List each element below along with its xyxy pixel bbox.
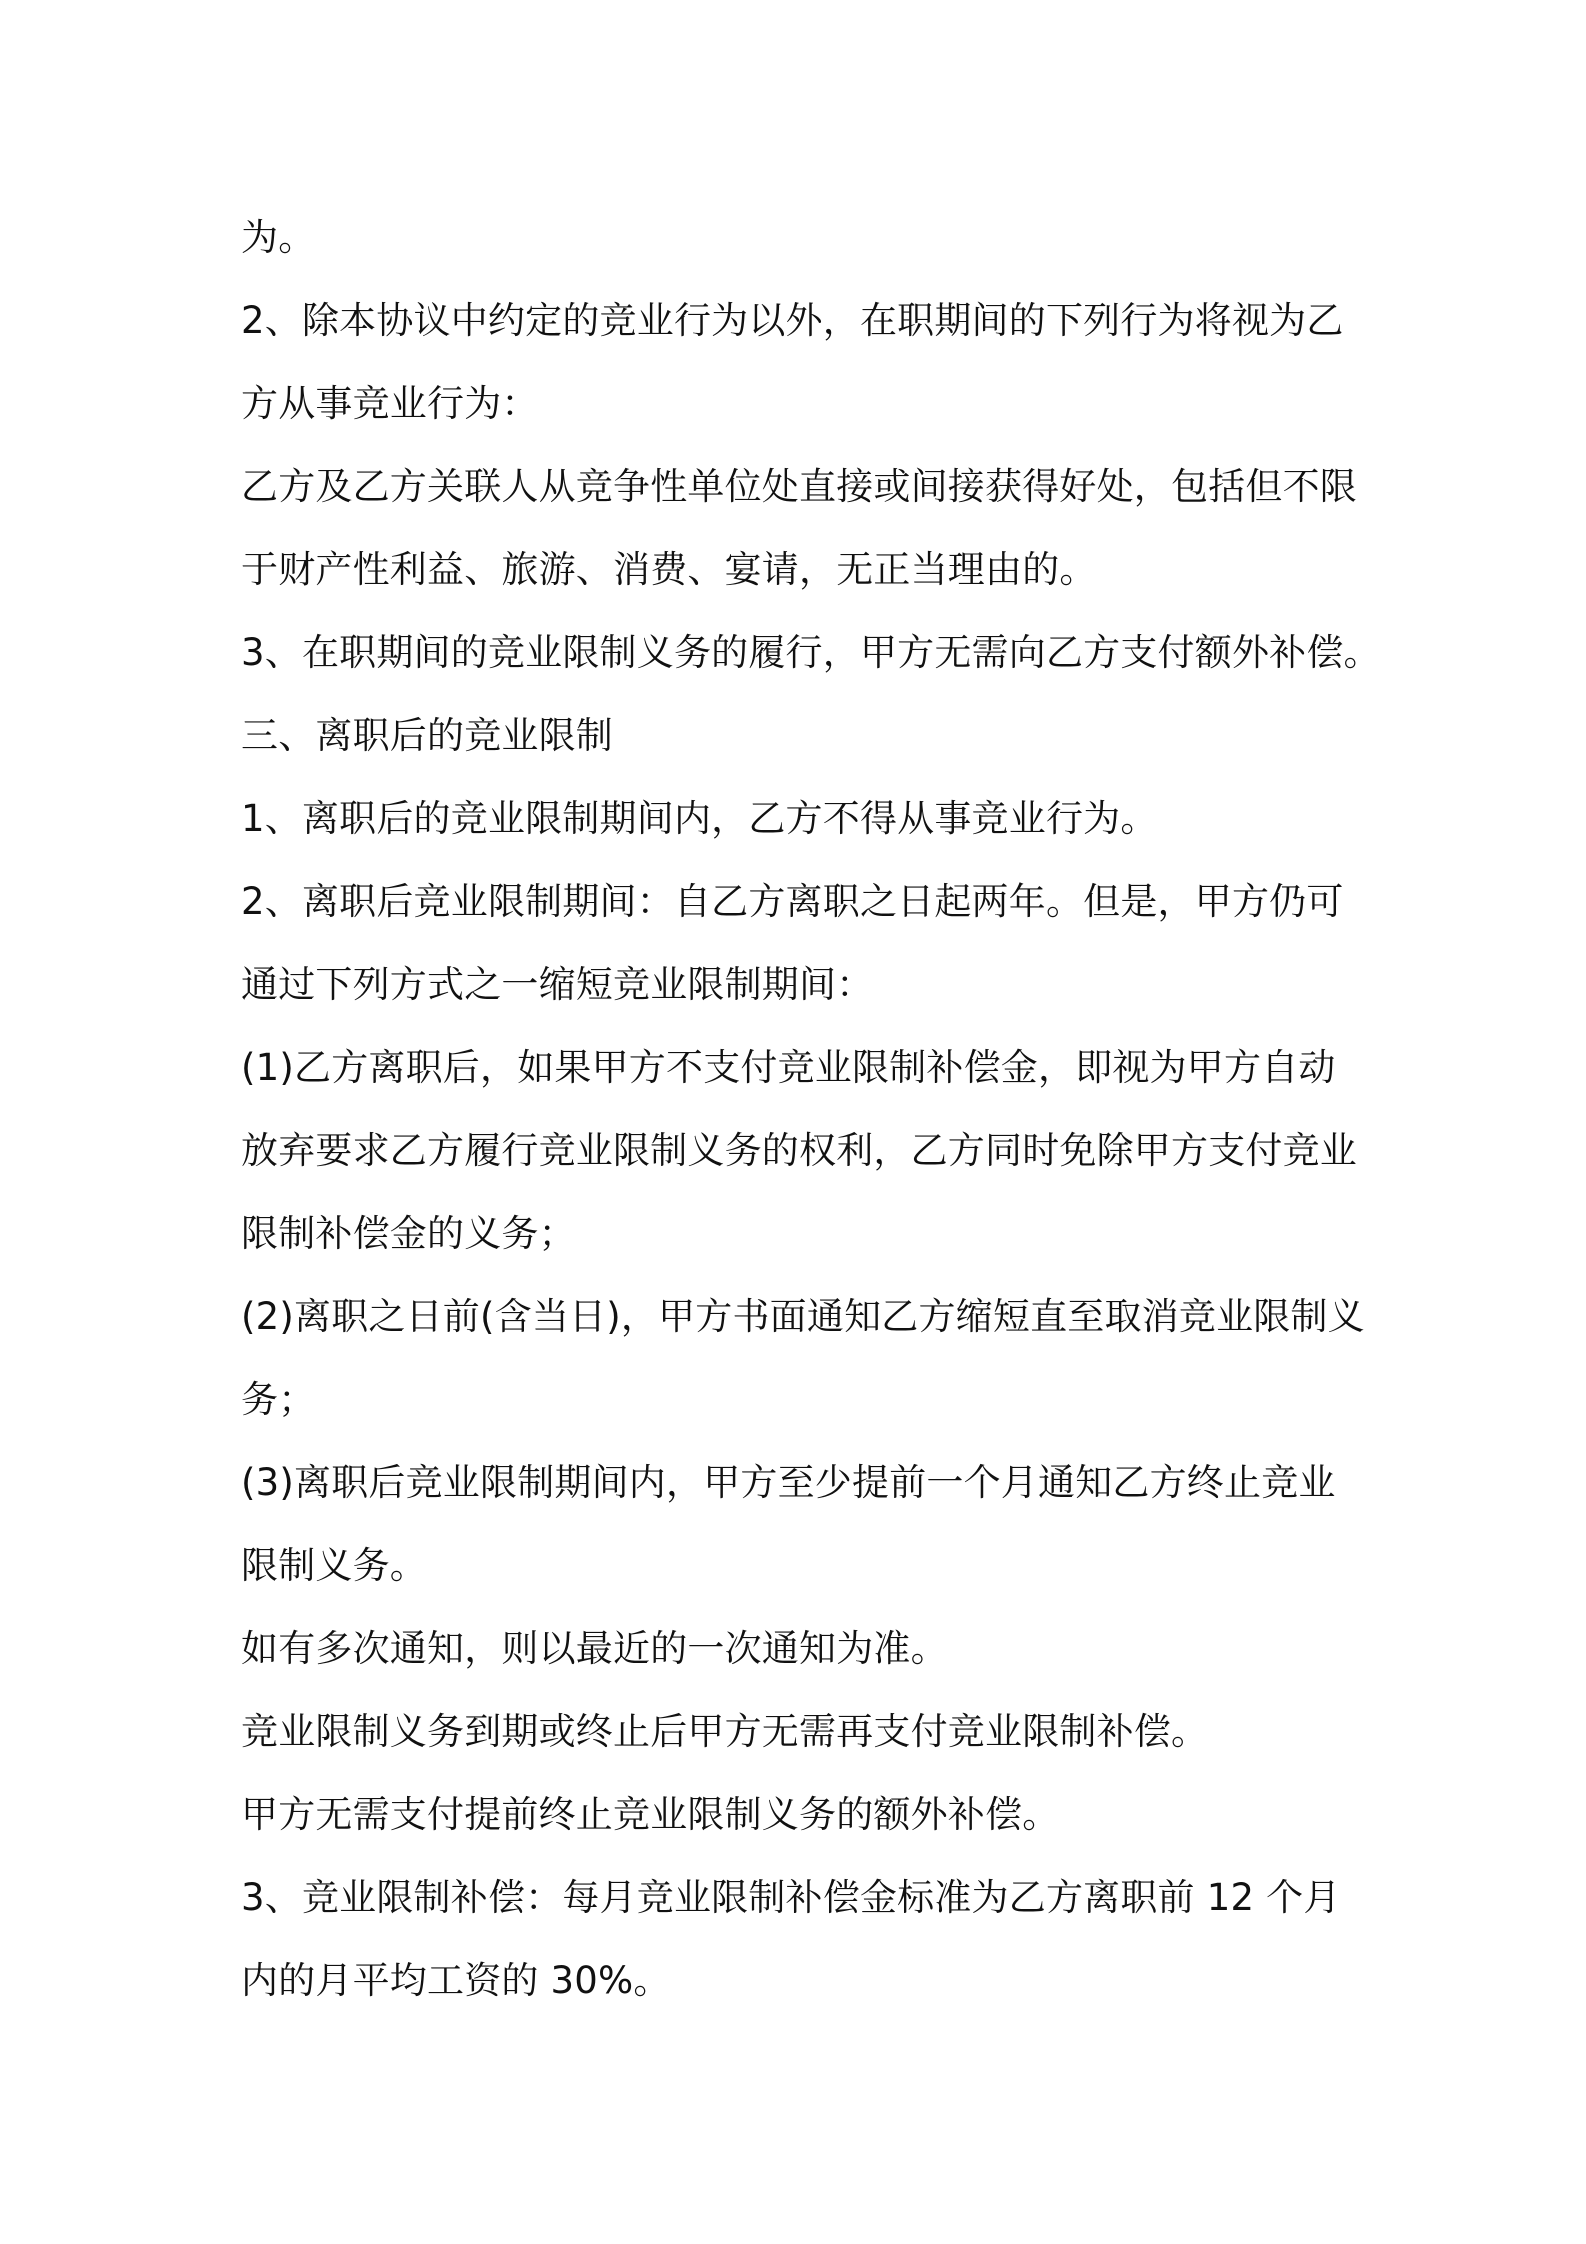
text-line: (3)离职后竞业限制期间内，甲方至少提前一个月通知乙方终止竞业: [241, 1461, 1336, 1504]
text-line: (2)离职之日前(含当日)，甲方书面通知乙方缩短直至取消竞业限制义: [241, 1295, 1365, 1338]
section-heading: 三、离职后的竞业限制: [241, 714, 613, 757]
text-line: 乙方及乙方关联人从竞争性单位处直接或间接获得好处，包括但不限: [241, 465, 1357, 508]
text-line: 限制补偿金的义务；: [241, 1212, 576, 1255]
text-line: 通过下列方式之一缩短竞业限制期间：: [241, 963, 874, 1006]
text-line: (1)乙方离职后，如果甲方不支付竞业限制补偿金，即视为甲方自动: [241, 1046, 1336, 1089]
text-line: 3、在职期间的竞业限制义务的履行，甲方无需向乙方支付额外补偿。: [241, 631, 1381, 674]
text-line: 2、离职后竞业限制期间：自乙方离职之日起两年。但是，甲方仍可: [241, 880, 1344, 923]
text-line: 1、离职后的竞业限制期间内，乙方不得从事竞业行为。: [241, 797, 1158, 840]
text-line: 方从事竞业行为：: [241, 382, 539, 425]
text-line: 甲方无需支付提前终止竞业限制义务的额外补偿。: [241, 1793, 1060, 1836]
text-line: 为。: [241, 216, 316, 259]
text-line: 竞业限制义务到期或终止后甲方无需再支付竞业限制补偿。: [241, 1710, 1209, 1753]
text-line: 于财产性利益、旅游、消费、宴请，无正当理由的。: [241, 548, 1097, 591]
text-line: 务；: [241, 1378, 316, 1421]
text-line: 3、竞业限制补偿：每月竞业限制补偿金标准为乙方离职前 12 个月: [241, 1876, 1341, 1919]
text-line: 内的月平均工资的 30%。: [241, 1959, 671, 2002]
text-line: 放弃要求乙方履行竞业限制义务的权利，乙方同时免除甲方支付竞业: [241, 1129, 1357, 1172]
text-line: 2、除本协议中约定的竞业行为以外，在职期间的下列行为将视为乙: [241, 299, 1344, 342]
text-line: 限制义务。: [241, 1544, 427, 1587]
document-body: [241, 196, 1381, 2022]
text-line: 如有多次通知，则以最近的一次通知为准。: [241, 1627, 948, 1670]
